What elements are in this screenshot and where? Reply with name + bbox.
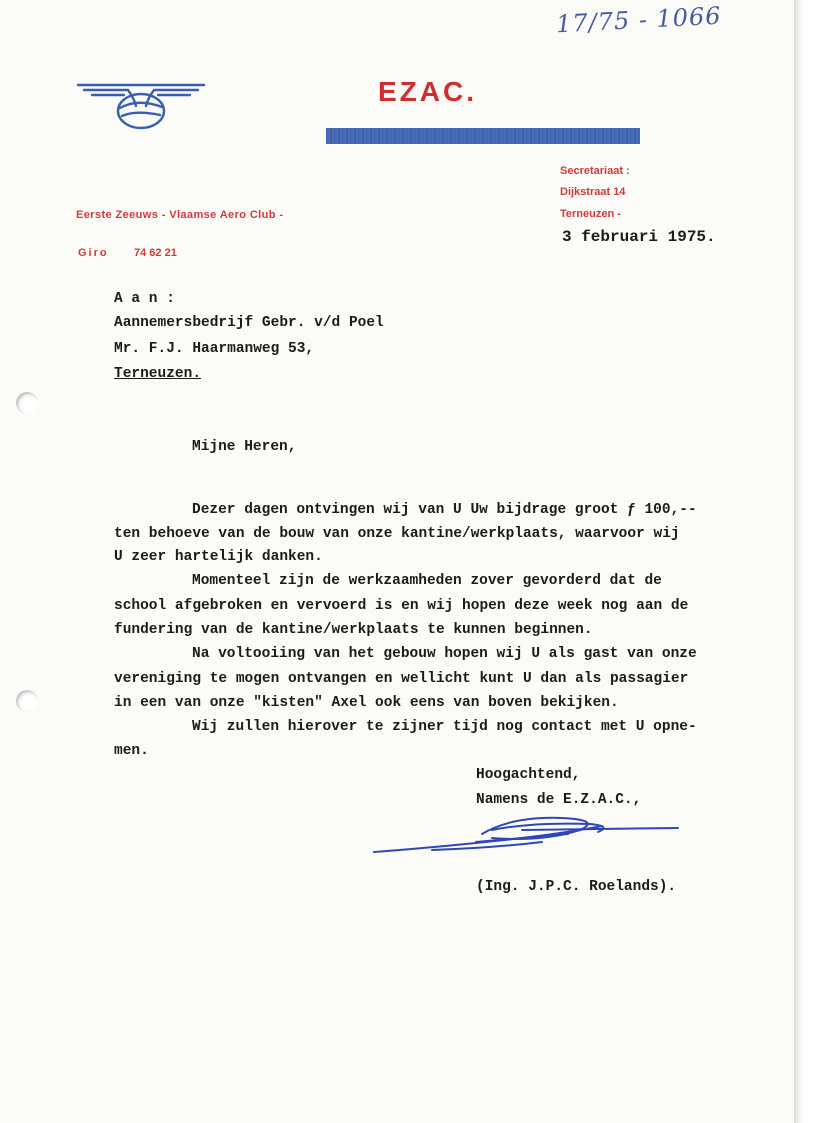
club-brand: EZAC. xyxy=(378,76,477,107)
club-name: Eerste Zeeuws - Vlaamse Aero Club - xyxy=(76,209,284,221)
body-line: ten behoeve van de bouw van onze kantine/werkplaats, waarvoor wij xyxy=(114,526,680,542)
body-line: fundering van de kantine/werkplaats te kunnen beginnen. xyxy=(114,622,593,638)
secretariat-street: Dijkstraat 14 xyxy=(560,186,626,198)
salutation: Mijne Heren, xyxy=(192,439,297,455)
giro-number: 74 62 21 xyxy=(134,247,177,259)
body-line: school afgebroken en vervoerd is en wij hopen deze week nog aan de xyxy=(114,598,689,614)
handwritten-reference: 17/75 - 1066 xyxy=(555,1,723,39)
body-line: Wij zullen hierover te zijner tijd nog contact met U opne- xyxy=(192,719,697,735)
body-line: Momenteel zijn de werkzaamheden zover gevorderd dat de xyxy=(192,573,662,589)
letter-date: 3 februari 1975. xyxy=(562,228,716,246)
body-line: in een van onze "kisten" Axel ook eens van boven bekijken. xyxy=(114,695,619,711)
paper-edge xyxy=(794,0,816,1123)
punch-hole-top xyxy=(16,392,38,414)
letterhead-bar xyxy=(326,128,640,144)
to-label: A a n : xyxy=(114,291,175,307)
closing-on-behalf: Namens de E.Z.A.C., xyxy=(476,792,642,808)
handwritten-signature xyxy=(372,808,682,868)
closing-greeting: Hoogachtend, xyxy=(476,767,581,783)
recipient-city: Terneuzen. xyxy=(114,366,202,382)
giro-label: Giro xyxy=(78,247,109,259)
recipient-company: Aannemersbedrijf Gebr. v/d Poel xyxy=(114,315,384,331)
body-line: U zeer hartelijk danken. xyxy=(114,549,323,565)
signatory: (Ing. J.P.C. Roelands). xyxy=(476,879,677,895)
winged-emblem-icon xyxy=(76,80,206,132)
secretariat-label: Secretariaat : xyxy=(560,165,630,177)
recipient-street: Mr. F.J. Haarmanweg 53, xyxy=(114,341,315,357)
punch-hole-bottom xyxy=(16,690,38,712)
body-line: men. xyxy=(114,743,149,759)
body-line: Na voltooiing van het gebouw hopen wij U als gast van onze xyxy=(192,646,697,662)
body-line: Dezer dagen ontvingen wij van U Uw bijdrage groot ƒ 100,-- xyxy=(192,502,697,518)
body-line: vereniging te mogen ontvangen en wellicht kunt U dan als passagier xyxy=(114,671,689,687)
secretariat-city: Terneuzen - xyxy=(560,208,621,220)
